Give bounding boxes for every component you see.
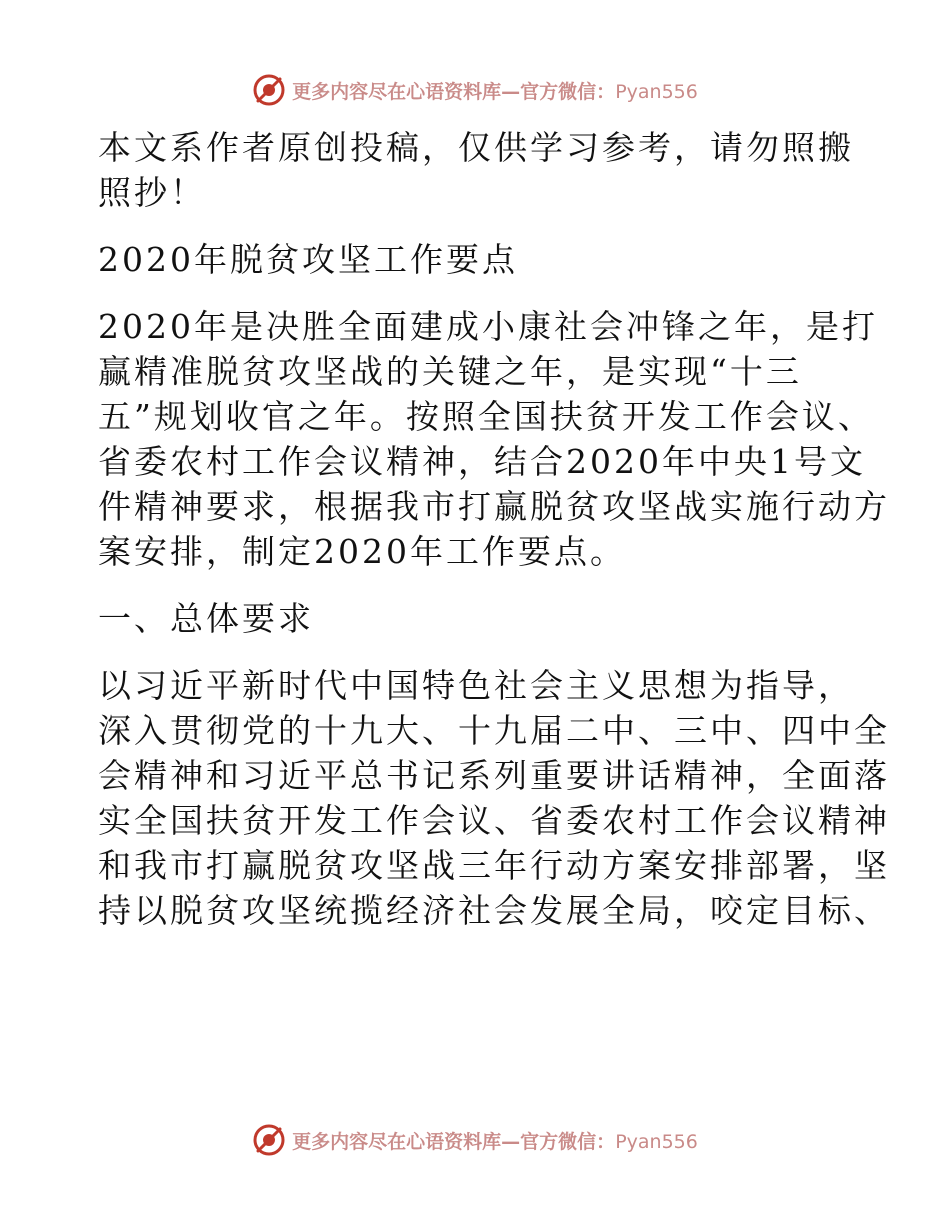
text-line: 深入贯彻党的十九大、十九届二中、三中、四中全 — [98, 711, 890, 750]
text-line: 五”规划收官之年。按照全国扶贫开发工作会议、 — [98, 397, 874, 436]
text-line: 2020年脱贫攻坚工作要点 — [98, 240, 518, 279]
text-line: 会精神和习近平总书记系列重要讲话精神，全面落 — [98, 756, 890, 795]
brand-logo-icon — [252, 1123, 286, 1157]
text-line: 案安排，制定2020年工作要点。 — [98, 532, 626, 571]
text-line: 一、总体要求 — [98, 599, 314, 638]
header-watermark-banner — [0, 70, 950, 110]
paragraph — [98, 237, 858, 282]
footer-wechat-id: Pyan556 — [615, 1130, 698, 1153]
footer-watermark-text — [292, 1127, 698, 1154]
header-separator: — — [501, 80, 521, 103]
header-brand-text: 更多内容尽在心语资料库 — [292, 80, 502, 103]
text-line: 省委农村工作会议精神，结合2020年中央1号文 — [98, 442, 866, 481]
text-line: 本文系作者原创投稿，仅供学习参考，请勿照搬 — [98, 128, 854, 167]
text-line: 以习近平新时代中国特色社会主义思想为指导， — [98, 666, 854, 705]
text-line: 照抄！ — [98, 173, 206, 212]
paragraph — [98, 304, 890, 574]
footer-watermark-banner — [0, 1120, 950, 1160]
text-line: 件精神要求，根据我市打赢脱贫攻坚战实施行动方 — [98, 487, 890, 526]
footer-separator: — — [501, 1130, 521, 1153]
text-line: 和我市打赢脱贫攻坚战三年行动方案安排部署，坚 — [98, 846, 890, 885]
paragraph — [98, 596, 858, 641]
paragraph — [98, 663, 890, 933]
text-line: 2020年是决胜全面建成小康社会冲锋之年，是打 — [98, 307, 878, 346]
footer-brand-text: 更多内容尽在心语资料库 — [292, 1130, 502, 1153]
header-contact-label: 官方微信： — [520, 80, 616, 103]
text-line: 实全国扶贫开发工作会议、省委农村工作会议精神 — [98, 801, 890, 840]
header-wechat-id: Pyan556 — [615, 80, 698, 103]
paragraph — [98, 125, 858, 215]
brand-logo-icon — [252, 73, 286, 107]
document-body — [98, 125, 890, 955]
header-watermark-text — [292, 77, 698, 104]
footer-contact-label: 官方微信： — [520, 1130, 616, 1153]
text-line: 持以脱贫攻坚统揽经济社会发展全局，咬定目标、 — [98, 891, 890, 930]
text-line: 赢精准脱贫攻坚战的关键之年，是实现“十三 — [98, 352, 802, 391]
